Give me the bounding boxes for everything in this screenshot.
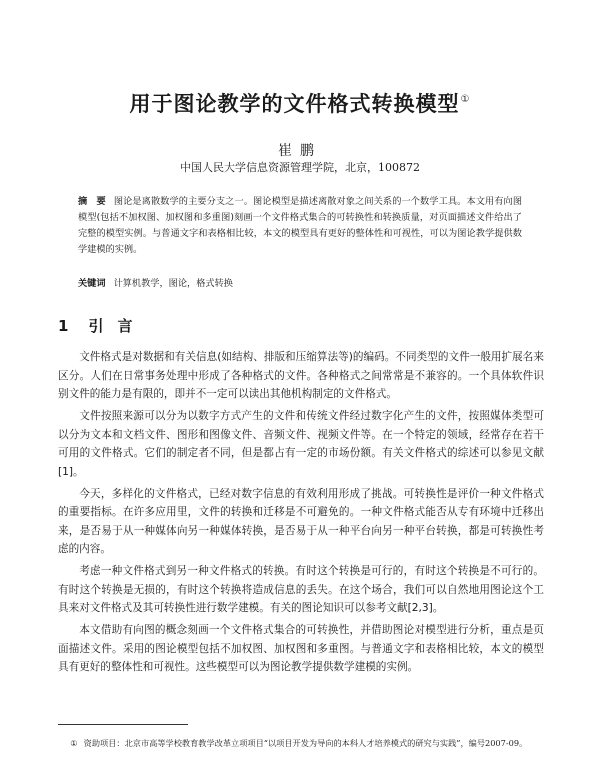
footnote-text: 资助项目：北京市高等学校教育教学改革立项项目“以项目开发为导向的本科人才培养模式的研究与实践”，编号2007-09。	[83, 738, 528, 748]
footnote-mark: ①	[70, 738, 78, 748]
body-paragraph: 今天，多样化的文件格式，已经对数字信息的有效利用形成了挑战。可转换性是评价一种文件格式的重要指标。在许多应用里，文件的转换和迁移是不可避免的。一种文件格式能否从专有环境中迁移出来，是否易于从一种媒体向另一种媒体转换，是否易于从一种平台向另一种平台转换，都是可转换性考虑的内容。	[58, 487, 544, 555]
title-text: 用于图论教学的文件格式转换模型	[129, 92, 460, 116]
section-number: 1	[58, 317, 69, 335]
body-paragraph: 考虑一种文件格式到另一种文件格式的转换。有时这个转换是可行的，有时这个转换是不可行的。有时这个转换是无损的，有时这个转换将造成信息的丢失。在这个场合，我们可以自然地用图论这个工具来对文件格式及其可转换性进行数学建模。有关的图论知识可以参考文献[2,3]。	[58, 565, 544, 614]
keywords-block	[78, 275, 522, 289]
body-paragraph: 本文借助有向图的概念刻画一个文件格式集合的可转换性，并借助图论对模型进行分析，重点是页面描述文件。采用的图论模型包括不加权图、加权图和多重图。与普通文字和表格相比较，本文的模型具有更好的整体性和可视性。这些模型可以为图论教学提供数学建模的实例。	[58, 624, 544, 673]
author-affiliation: 中国人民大学信息资源管理学院，北京，100872	[180, 161, 420, 174]
section-heading	[58, 315, 146, 336]
author-name: 崔鹏	[278, 143, 322, 159]
abstract-label: 摘 要	[78, 196, 106, 207]
abstract-text: 图论是离散数学的主要分支之一。图论模型是描述离散对象之间关系的一个数学工具。本文用有向图模型(包括不加权图、加权图和多重图)刻画一个文件格式集合的可转换性和转换质量，对页面描述文件给出了完整的模型实例。与普通文字和表格相比较，本文的模型具有更好的整体性和可视性，可以为图论教学提供数学建模的实例。	[78, 196, 523, 255]
section-title: 引言	[88, 317, 147, 335]
keywords-label: 关键词	[78, 278, 106, 289]
footnote	[58, 736, 544, 750]
abstract-block	[78, 194, 522, 258]
body-text	[58, 348, 544, 680]
body-paragraph: 文件格式是对数据和有关信息(如结构、排版和压缩算法等)的编码。不同类型的文件一般用扩展名来区分。人们在日常事务处理中形成了各种格式的文件。各种格式之间常常是不兼容的。一个具体软件识别文件的能力是有限的，即并不一定可以读出其他机构制定的文件格式。	[58, 351, 544, 400]
footnote-divider	[58, 724, 188, 725]
title-footnote-mark: ①	[460, 94, 471, 105]
body-paragraph: 文件按照来源可以分为以数字方式产生的文件和传统文件经过数字化产生的文件，按照媒体类型可以分为文本和文档文件、图形和图像文件、音频文件、视频文件等。在一个特定的领域，经常存在若干可用的文件格式。它们的制定者不同，但是都占有一定的市场份额。有关文件格式的综述可以参见文献[1]。	[58, 410, 544, 478]
paper-title	[0, 88, 600, 118]
keywords-text: 计算机教学，图论，格式转换	[113, 278, 233, 289]
